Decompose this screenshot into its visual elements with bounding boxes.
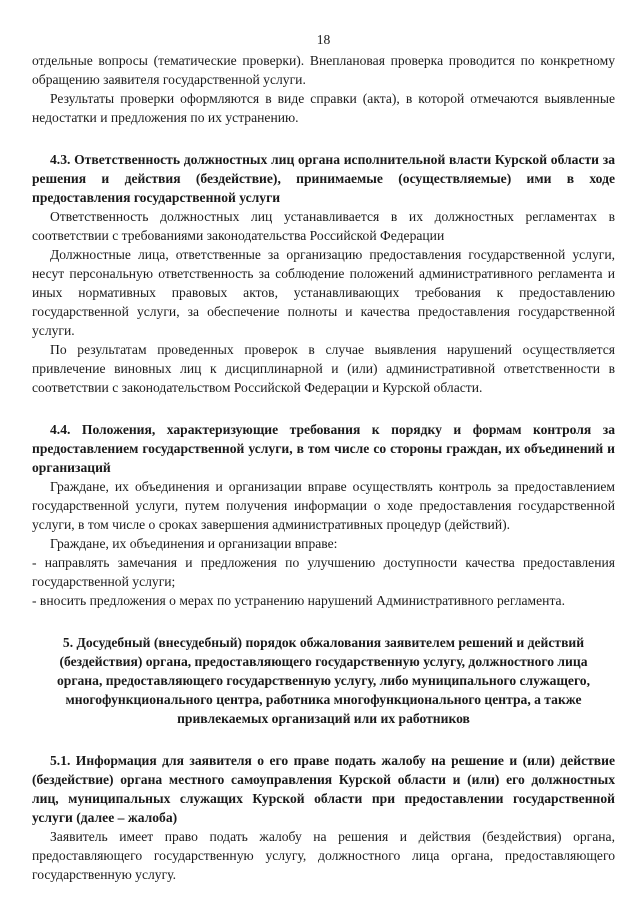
paragraph-inspection-results: Результаты проверки оформляются в виде справки (акта), в которой отмечаются выявленные недостатки и предложения по их устранению. xyxy=(32,91,615,125)
heading-section-5: 5. Досудебный (внесудебный) порядок обжалования заявителем решений и действий (бездействия) органа, предоставляющего государственную услугу, должностного лица органа, предоставляющего государственную услугу, либо муниципального служащего, многофункционального центра, работника многофункционального центра, а также привлекаемых организаций или их работников xyxy=(56,635,590,726)
heading-5-1: 5.1. Информация для заявителя о его праве подать жалобу на решение и (или) действие (бездействие) органа местного самоуправления Курской области и (или) его должностных лиц, муниципальных служащих Курской области при предоставлении государственной услуги (далее – жалоба) xyxy=(32,753,615,825)
paragraph-violations-liability: По результатам проведенных проверок в случае выявления нарушений осуществляется привлечение виновных лиц к дисциплинарной и (или) административной ответственности в соответствии с законодательством Российской Федерации и Курской области. xyxy=(32,342,615,395)
list-item-remarks: - направлять замечания и предложения по улучшению доступности качества предоставления государственной услуги; xyxy=(32,555,615,589)
paragraph-complaint-right: Заявитель имеет право подать жалобу на решения и действия (бездействия) органа, предоставляющего государственную услугу, должностного лица органа, предоставляющего государственную услугу. xyxy=(32,829,615,882)
list-item-proposals: - вносить предложения о мерах по устранению нарушений Административного регламента. xyxy=(32,593,565,608)
paragraph-responsible-officials: Должностные лица, ответственные за организацию предоставления государственной услуги, несут персональную ответственность за соблюдение положений административного регламента и иных нормативных правовых актов, устанавливающих требования к предоставлению государственной услуги, за обеспечение полноты и качества предоставления государственной услуги. xyxy=(32,247,615,338)
heading-4-4: 4.4. Положения, характеризующие требования к порядку и формам контроля за предоставлением государственной услуги, в том числе со стороны граждан, их объединений и организаций xyxy=(32,422,615,475)
paragraph-citizens-control: Граждане, их объединения и организации вправе осуществлять контроль за предоставлением государственной услуги, путем получения информации о ходе предоставления государственной услуги, в том числе о сроках завершения административных процедур (действий). xyxy=(32,479,615,532)
paragraph-responsibility-regulations: Ответственность должностных лиц устанавливается в их должностных регламентах в соответствии с требованиями законодательства Российской Федерации xyxy=(32,209,615,243)
paragraph-inspection-topics: отдельные вопросы (тематические проверки). Внеплановая проверка проводится по конкретному обращению заявителя государственной услуги. xyxy=(32,53,615,87)
paragraph-citizens-rights: Граждане, их объединения и организации вправе: xyxy=(50,536,338,551)
heading-4-3: 4.3. Ответственность должностных лиц органа исполнительной власти Курской области за решения и действия (бездействие), принимаемые (осуществляемые) ими в ходе предоставления государственной услуги xyxy=(32,152,615,205)
page-number: 18 xyxy=(316,32,331,47)
